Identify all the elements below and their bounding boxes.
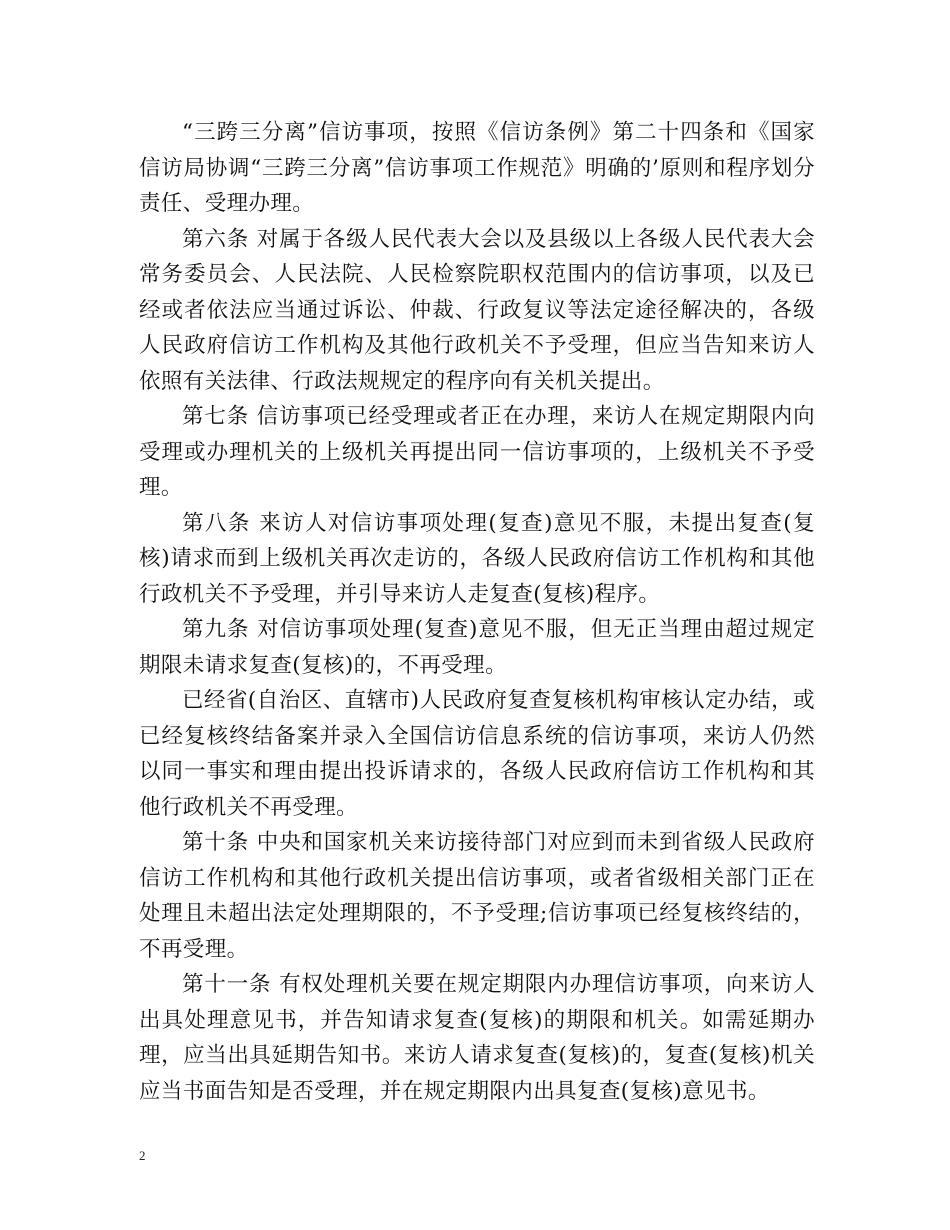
paragraph-article-10: 第十条 中央和国家机关来访接待部门对应到而未到省级人民政府信访工作机构和其他行政机关提出信访事项，或者省级相关部门正在处理且未超出法定处理期限的，不予受理;信访事项已经复核终结的，不再受理。 [139, 830, 815, 962]
paragraph-article-6: 第六条 对属于各级人民代表大会以及县级以上各级人民代表大会常务委员会、人民法院、人民检察院职权范围内的信访事项，以及已经或者依法应当通过诉讼、仲裁、行政复议等法定途径解决的，各级人民政府信访工作机构及其他行政机关不予受理，但应当告知来访人依照有关法律、行政法规规定的程序向有关机关提出。 [139, 226, 815, 394]
paragraph-article-7: 第七条 信访事项已经受理或者正在办理，来访人在规定期限内向受理或办理机关的上级机关再提出同一信访事项的，上级机关不予受理。 [139, 404, 815, 500]
paragraph-article-11: 第十一条 有权处理机关要在规定期限内办理信访事项，向来访人出具处理意见书，并告知请求复查(复核)的期限和机关。如需延期办理，应当出具延期告知书。来访人请求复查(复核)的，复查(复核)机关应当书面告知是否受理，并在规定期限内出具复查(复核)意见书。 [139, 972, 815, 1104]
paragraph-article-8: 第八条 来访人对信访事项处理(复查)意见不服，未提出复查(复核)请求而到上级机关再次走访的，各级人民政府信访工作机构和其他行政机关不予受理，并引导来访人走复查(复核)程序。 [139, 510, 815, 607]
paragraph-article-9-supplement: 已经省(自治区、直辖市)人民政府复查复核机构审核认定办结，或已经复核终结备案并录入全国信访信息系统的信访事项，来访人仍然以同一事实和理由提出投诉请求的，各级人民政府信访工作机构和其他行政机关不再受理。 [139, 688, 815, 820]
page-number: 2 [139, 1148, 146, 1163]
document-body [139, 115, 815, 1109]
paragraph-three-cross-matters: “三跨三分离”信访事项，按照《信访条例》第二十四条和《国家信访局协调“三跨三分离”信访事项工作规范》明确的’原则和程序划分责任、受理办理。 [139, 120, 815, 216]
paragraph-article-9: 第九条 对信访事项处理(复查)意见不服，但无正当理由超过规定期限未请求复查(复核)的，不再受理。 [139, 617, 815, 678]
